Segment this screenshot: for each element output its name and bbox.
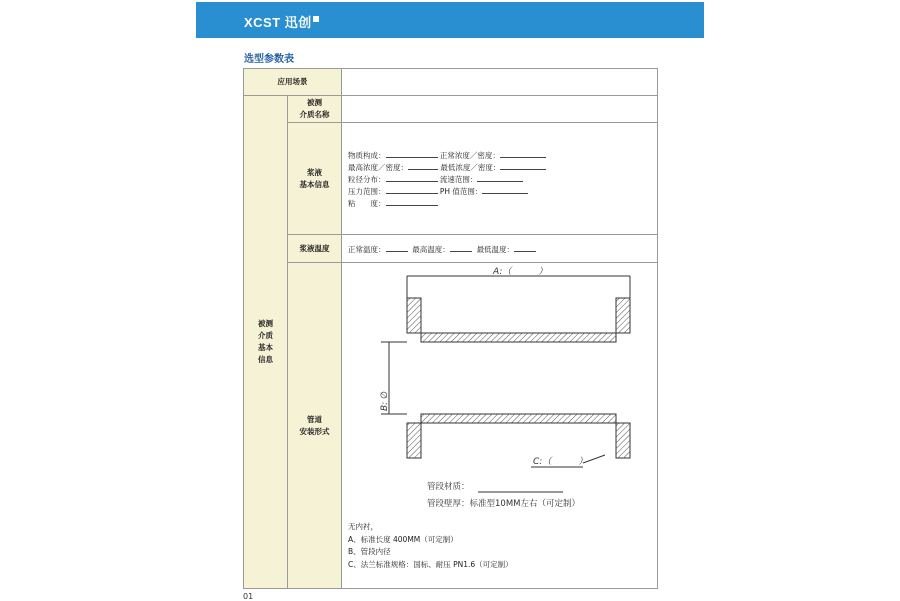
page-number: 01 [243, 592, 254, 601]
field-label: PH 值范围： [439, 186, 483, 196]
section-title: 选型参数表 [244, 54, 294, 65]
temperature-row [244, 235, 658, 263]
note-line: A、标准长度 400MM（可定制） [348, 534, 458, 544]
field-label: 正常浓度／密度： [439, 150, 500, 160]
basic-info-label: 浆液 基本信息 [288, 123, 342, 235]
square-icon [313, 16, 319, 22]
pipe-wall-top [421, 333, 616, 342]
field-label: 最高温度： [412, 244, 450, 254]
installation-label: 管道 安装形式 [288, 263, 342, 589]
field-label: 物质构成： [348, 150, 386, 160]
medium-name-label: 被测 介质名称 [288, 96, 342, 123]
pipe-spool-drawing [343, 263, 655, 519]
dimension-a-label: A:（ ） [493, 267, 548, 277]
basic-info-fields [342, 123, 658, 235]
field-label: 粘 度： [348, 198, 386, 208]
temperature-label: 浆液温度 [288, 235, 342, 263]
field-label: 最低温度： [476, 244, 515, 254]
group-label: 被测 介质 基本 信息 [244, 96, 288, 589]
field-label: 粒径分布： [348, 174, 386, 184]
dimension-c-label: C:（ ） [533, 457, 588, 467]
medium-name-row [244, 96, 658, 123]
application-row [244, 69, 658, 96]
pipe-material-label: 管段材质： [427, 482, 470, 492]
field-label: 流速范围： [439, 174, 478, 184]
field-label: 最高浓度／密度： [348, 162, 408, 172]
left-flange [407, 298, 421, 458]
medium-name-value-cell [342, 96, 658, 123]
pipe-wall-thickness-label: 管段壁厚：标准型10MM左右（可定制） [427, 499, 580, 509]
brand-logo-text: XCST 迅创 [244, 15, 312, 30]
temperature-fields [342, 235, 658, 263]
note-line: C、法兰标准规格：国标、耐压 PN1.6（可定制） [348, 559, 513, 569]
pipe-wall-bottom [421, 414, 616, 423]
installation-notes [348, 521, 513, 571]
field-label: 正常温度： [348, 244, 386, 254]
note-line: B、管段内径 [348, 547, 391, 556]
page-header-bar [196, 2, 704, 38]
dimension-b-label: B: ∅ [380, 391, 390, 411]
application-label: 应用场景 [244, 69, 342, 96]
note-line: 无内衬， [348, 522, 378, 531]
right-flange [616, 298, 630, 458]
field-label: 压力范围： [348, 186, 386, 196]
basic-info-row [244, 123, 658, 235]
application-value-cell [342, 69, 658, 96]
field-label: 最低浓度／密度： [440, 162, 501, 172]
